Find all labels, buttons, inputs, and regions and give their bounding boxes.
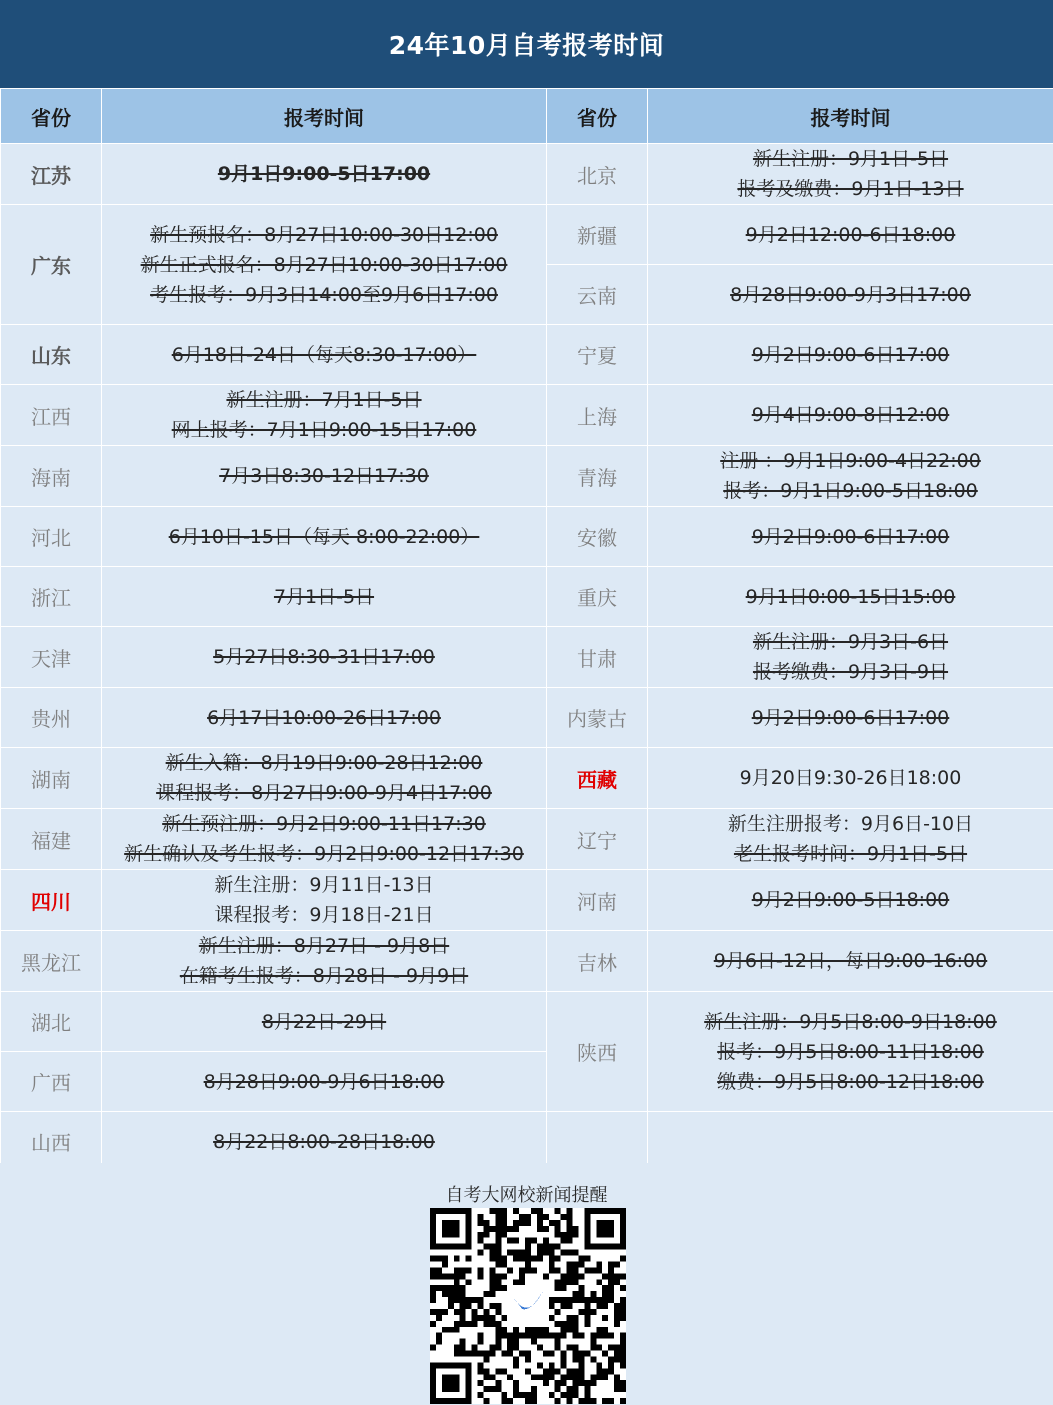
- time-line: 9月20日9:30-26日18:00: [739, 767, 962, 789]
- table-row: [1, 507, 1053, 567]
- province-cell: 湖北: [1, 992, 102, 1052]
- time-cell: [102, 809, 547, 870]
- time-cell: [102, 385, 547, 446]
- table-row: [1, 144, 1053, 205]
- time-line: 报考：9月1日9:00-5日18:00: [723, 480, 978, 502]
- time-cell: [648, 325, 1053, 385]
- province-cell: 福建: [1, 809, 102, 870]
- table-row: [1, 205, 1053, 265]
- table-row: [1, 627, 1053, 688]
- province-cell: 河南: [547, 870, 648, 931]
- time-line: 老生报考时间：9月1日-5日: [733, 843, 968, 865]
- time-cell: [102, 931, 547, 992]
- province-cell: 黑龙江: [1, 931, 102, 992]
- time-line: 9月2日9:00-6日17:00: [751, 706, 950, 729]
- province-cell: 西藏: [547, 748, 648, 809]
- province-cell: 江苏: [1, 144, 102, 205]
- time-line: 新生注册：7月1日-5日: [226, 389, 422, 411]
- time-line: 8月22日-29日: [261, 1010, 387, 1033]
- schedule-body: [1, 144, 1053, 1172]
- province-cell: 浙江: [1, 567, 102, 627]
- footer: [0, 1163, 1053, 1405]
- province-cell: 重庆: [547, 567, 648, 627]
- time-cell: [102, 992, 547, 1052]
- time-line: 新生注册：9月3日-6日: [752, 631, 949, 653]
- time-line: 新生预注册：9月2日9:00-11日17:30: [162, 813, 486, 835]
- qr-code-icon[interactable]: [430, 1208, 626, 1404]
- time-line: 新生入籍：8月19日9:00-28日12:00: [165, 752, 483, 774]
- time-cell: [102, 870, 547, 931]
- province-cell: 河北: [1, 507, 102, 567]
- province-cell: 江西: [1, 385, 102, 446]
- time-line: 新生注册：9月5日8:00-9日18:00: [704, 1010, 997, 1033]
- header-province-right: 省份: [547, 89, 648, 144]
- time-cell: [102, 144, 547, 205]
- time-line: 8月22日8:00-28日18:00: [213, 1130, 435, 1153]
- time-cell: [648, 992, 1053, 1112]
- province-cell: 湖南: [1, 748, 102, 809]
- table-row: [1, 931, 1053, 992]
- time-line: 5月27日8:30-31日17:00: [213, 646, 435, 668]
- time-line: 新生注册报考：9月6日-10日: [727, 813, 974, 835]
- province-cell: 广东: [1, 205, 102, 325]
- time-cell: [102, 688, 547, 748]
- time-cell: [102, 1052, 547, 1112]
- time-line: 在籍考生报考：8月28日 - 9月9日: [179, 965, 469, 987]
- table-row: [1, 748, 1053, 809]
- province-cell: 青海: [547, 446, 648, 507]
- header-province-left: 省份: [1, 89, 102, 144]
- time-line: 7月1日-5日: [273, 585, 375, 608]
- time-line: 7月3日8:30-12日17:30: [219, 465, 429, 487]
- province-cell: 辽宁: [547, 809, 648, 870]
- table-row: [1, 688, 1053, 748]
- time-cell: [648, 809, 1053, 870]
- time-cell: [648, 688, 1053, 748]
- header-row: [1, 89, 1053, 144]
- time-line: 报考缴费：9月3日-9日: [752, 661, 949, 683]
- footer-caption: 自考大网校新闻提醒: [445, 1185, 608, 1206]
- header-time-right: 报考时间: [648, 89, 1053, 144]
- time-cell: [648, 931, 1053, 992]
- time-line: 9月1日0:00-15日15:00: [745, 585, 956, 608]
- time-cell: [648, 144, 1053, 205]
- time-line: 新生预报名：8月27日10:00-30日12:00: [150, 223, 498, 246]
- time-line: 报考：9月5日8:00-11日18:00: [717, 1040, 984, 1063]
- province-cell: 山东: [1, 325, 102, 385]
- time-line: 课程报考：9月18日-21日: [214, 904, 434, 926]
- time-line: 9月2日9:00-5日18:00: [751, 889, 950, 911]
- time-line: 新生注册：9月1日-5日: [752, 148, 949, 170]
- province-cell: 上海: [547, 385, 648, 446]
- time-cell: [102, 325, 547, 385]
- table-row: [1, 446, 1053, 507]
- province-cell: 安徽: [547, 507, 648, 567]
- time-cell: [648, 627, 1053, 688]
- time-line: 网上报考：7月1日9:00-15日17:00: [171, 419, 477, 441]
- province-cell: 甘肃: [547, 627, 648, 688]
- time-cell: [648, 507, 1053, 567]
- time-line: 8月28日9:00-9月6日18:00: [203, 1070, 445, 1093]
- time-line: 6月18日-24日（每天8:30-17:00）: [171, 343, 477, 366]
- time-line: 报考及缴费：9月1日-13日: [737, 178, 964, 200]
- table-row: [1, 809, 1053, 870]
- province-cell: 山西: [1, 1112, 102, 1172]
- province-cell: 陕西: [547, 992, 648, 1112]
- province-cell: 新疆: [547, 205, 648, 265]
- province-cell: 贵州: [1, 688, 102, 748]
- time-line: 新生正式报名：8月27日10:00-30日17:00: [140, 253, 508, 276]
- header-time-left: 报考时间: [102, 89, 547, 144]
- time-cell: [648, 265, 1053, 325]
- time-line: 9月6日-12日，每日9:00-16:00: [713, 950, 988, 972]
- time-cell: [648, 567, 1053, 627]
- province-cell: 广西: [1, 1052, 102, 1112]
- time-line: 9月4日9:00-8日12:00: [751, 404, 950, 426]
- province-cell: 内蒙古: [547, 688, 648, 748]
- province-cell: 北京: [547, 144, 648, 205]
- page-title: 24年10月自考报考时间: [0, 0, 1053, 88]
- time-line: 课程报考：8月27日9:00-9月4日17:00: [156, 782, 492, 804]
- time-line: 9月2日12:00-6日18:00: [745, 223, 956, 246]
- table-row: [1, 870, 1053, 931]
- time-line: 8月28日9:00-9月3日17:00: [730, 283, 971, 306]
- province-cell: 天津: [1, 627, 102, 688]
- province-cell: 吉林: [547, 931, 648, 992]
- time-cell: [648, 748, 1053, 809]
- table-row: [1, 992, 1053, 1052]
- time-cell: [102, 567, 547, 627]
- time-cell: [102, 627, 547, 688]
- table-row: [1, 325, 1053, 385]
- time-line: 新生注册：9月11日-13日: [214, 874, 434, 896]
- time-cell: [648, 870, 1053, 931]
- province-cell: 海南: [1, 446, 102, 507]
- province-cell: 宁夏: [547, 325, 648, 385]
- time-line: 6月17日10:00-26日17:00: [207, 706, 441, 729]
- time-cell: [648, 385, 1053, 446]
- province-cell: 云南: [547, 265, 648, 325]
- time-line: 6月10日-15日（每天 8:00-22:00）: [168, 525, 480, 548]
- time-line: 新生注册：8月27日 - 9月8日: [198, 935, 450, 957]
- table-row: [1, 567, 1053, 627]
- schedule-table: [0, 88, 1053, 1172]
- time-line: 新生确认及考生报考：9月2日9:00-12日17:30: [124, 843, 524, 865]
- time-line: 9月2日9:00-6日17:00: [751, 343, 950, 366]
- time-cell: [102, 446, 547, 507]
- time-cell: [102, 507, 547, 567]
- time-line: 注册 ：9月1日9:00-4日22:00: [720, 450, 981, 472]
- time-line: 缴费：9月5日8:00-12日18:00: [717, 1070, 984, 1093]
- time-line: 9月2日9:00-6日17:00: [751, 525, 950, 548]
- province-cell: 四川: [1, 870, 102, 931]
- time-line: 考生报考：9月3日14:00至9月6日17:00: [150, 283, 498, 306]
- time-cell: [102, 748, 547, 809]
- time-cell: [648, 205, 1053, 265]
- time-line: 9月1日9:00-5日17:00: [217, 163, 431, 185]
- time-cell: [648, 446, 1053, 507]
- time-cell: [102, 205, 547, 325]
- table-row: [1, 385, 1053, 446]
